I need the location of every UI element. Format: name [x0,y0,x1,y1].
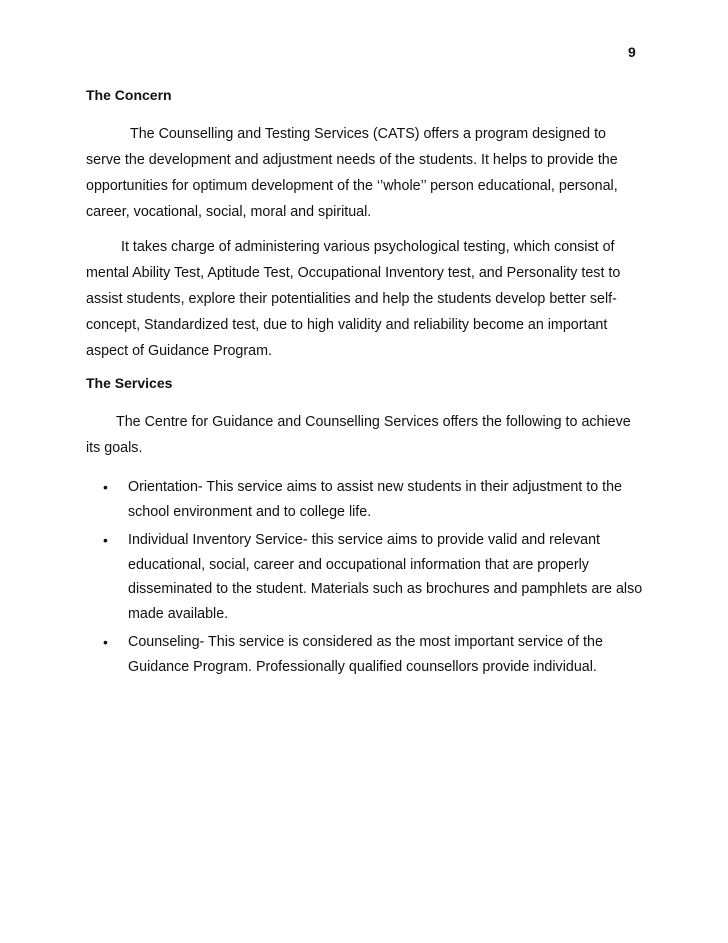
list-item [86,630,666,679]
list-item [86,528,666,626]
paragraph-line: opportunities for optimum development of the ‘’whole’’ person educational, personal, [86,178,618,194]
paragraph-line: serve the development and adjustment needs of the students. It helps to provide the [86,152,618,168]
services-heading: The Services [86,375,173,391]
services-list [86,475,666,683]
paragraph-line: concept, Standardized test, due to high validity and reliability become an important [86,317,608,333]
bullet-icon: • [103,532,108,548]
paragraph-line: assist students, explore their potentialities and help the students develop better self- [86,291,617,307]
list-item-line: educational, social, career and occupational information that are properly [128,556,589,573]
concern-paragraph-2 [86,234,646,364]
list-item [86,475,666,524]
paragraph-line: career, vocational, social, moral and spiritual. [86,204,372,220]
page-number: 9 [628,44,636,60]
paragraph-line: It takes charge of administering various psychological testing, which consist of [121,239,615,255]
list-item-line: Orientation- This service aims to assist new students in their adjustment to the [128,479,622,495]
paragraph-line: mental Ability Test, Aptitude Test, Occupational Inventory test, and Personality test to [86,265,621,281]
bullet-icon: • [103,634,108,650]
list-item-line: Counseling- This service is considered as the most important service of the [128,634,603,650]
list-item-line: school environment and to college life. [128,503,372,520]
list-item-line: Guidance Program. Professionally qualified counsellors provide individual. [128,658,597,675]
paragraph-line: its goals. [86,440,143,456]
paragraph-line: The Counselling and Testing Services (CATS) offers a program designed to [130,126,607,142]
services-intro [86,409,646,461]
list-item-line: disseminated to the student. Materials such as brochures and pamphlets are also [128,581,643,597]
bullet-icon: • [103,479,108,495]
list-item-line: made available. [128,605,229,622]
concern-paragraph-1 [86,121,646,225]
list-item-line: Individual Inventory Service- this service aims to provide valid and relevant [128,532,601,548]
paragraph-line: The Centre for Guidance and Counselling Services offers the following to achieve [116,414,631,430]
concern-heading: The Concern [86,87,172,103]
paragraph-line: aspect of Guidance Program. [86,343,272,359]
